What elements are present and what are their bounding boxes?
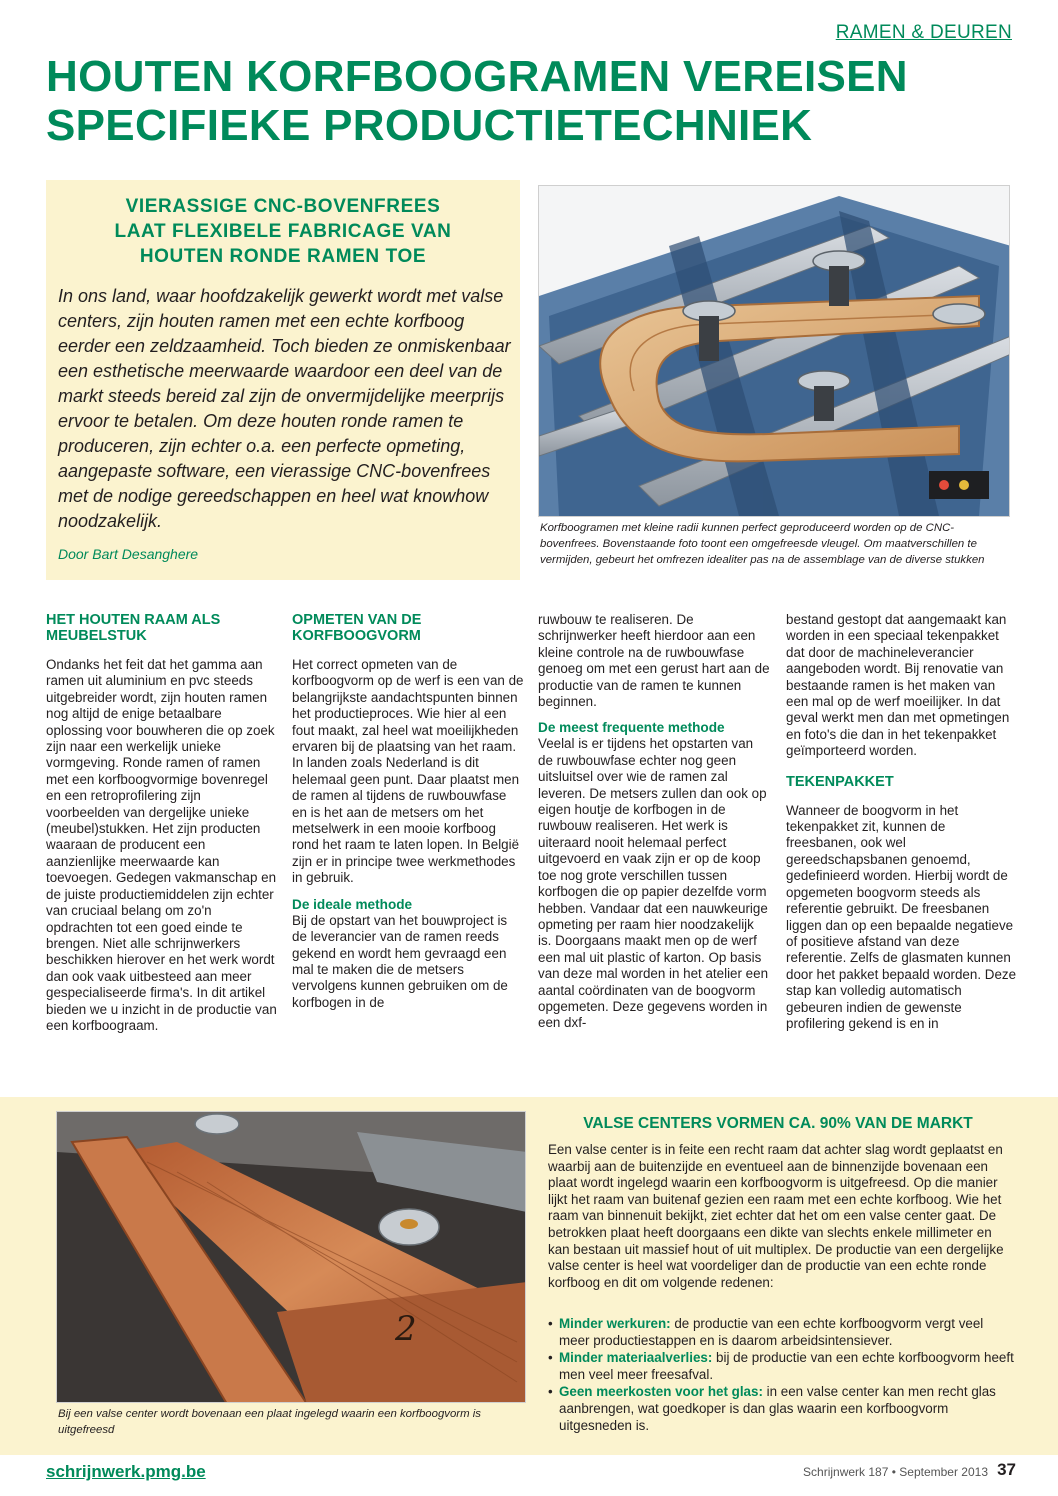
- photo-caption-top: Korfboogramen met kleine radii kunnen perfect geproduceerd worden op de CNC-bovenfrees. Bovenstaande foto toont een omgefreesde vleugel. Om maatverschillen te vermijden, gebeurt het omfrezen idealiter pas na de assemblage van de diverse stukken: [540, 522, 985, 566]
- column-2-subheading: De ideale methode: [292, 896, 413, 912]
- sidebar-title: VALSE CENTERS VORMEN CA. 90% VAN DE MARKT: [583, 1115, 973, 1132]
- footer-issue-info: Schrijnwerk 187 • September 2013: [803, 1465, 988, 1479]
- footer-website-link[interactable]: schrijnwerk.pmg.be: [46, 1462, 206, 1481]
- intro-subtitle: [60, 194, 506, 269]
- column-2-paragraph-1: Het correct opmeten van de korfboogvorm op de werf is een van de belangrijkste aandachtspunten binnen het productieproces. Wie hier al een fout maakt, zal heel wat moeilijkheden ervaren bij de plaatsing van het raam. In landen zoals Nederland is dit helemaal geen punt. Daar plaatst men de ramen al tijdens de ruwbouwfase en is het aan de metsers om het metselwerk in een mooie korfboog rond het raam te laten lopen. In België zijn er in principe twee werkmethodes in gebruik.: [292, 657, 524, 886]
- column-3-paragraph-2: Veelal is er tijdens het opstarten van de ruwbouwfase echter nog geen uitsluitsel over wie de ramen zal leveren. De metsers zullen dan ook op eigen houtje de korfbogen in de ruwbouw realiseren. Het werk is uiteraard nooit helemaal perfect uitgevoerd en vaak zijn er op de koop toe nog grote verschillen tussen korfbogen die op papier dezelfde vorm hebben. Vandaar dat een nauwkeurige opmeting per raam hier noodzakelijk is. Doorgaans maakt men op de werf een mal uit plastic of karton. Op basis van deze mal worden in het atelier een aantal coördinaten van de boogvorm opgemeten. Deze gegevens worden in een dxf-: [538, 736, 769, 1031]
- column-3-subheading: De meest frequente methode: [538, 720, 725, 736]
- column-3-paragraph-1: ruwbouw te realiseren. De schrijnwerker heeft hierdoor aan een kleine controle na de ruwbouwfase genoeg om met een gerust hart aan de productie van de ramen te kunnen beginnen.: [538, 612, 770, 710]
- bullet-text: in een valse center kan men recht glas aanbrengen, wat goedkoper is dan glas waarin een korfboogvorm uitgesneden is.: [559, 1384, 996, 1433]
- intro-lead-text: In ons land, waar hoofdzakelijk gewerkt wordt met valse centers, zijn houten ramen met een echte korfboog eerder een zeldzaamheid. Toch bieden ze onmiskenbaar een esthetische meerwaarde waardoor een deel van de markt steeds bereid zal zijn de onvermijdelijke meerprijs ervoor te betalen. Om deze houten ronde ramen te produceren, zijn echter o.a. een perfecte opmeting, aangepaste software, een vierassige CNC-bovenfrees met de nodige gereedschappen en heel wat knowhow noodzakelijk.: [58, 286, 511, 531]
- sidebar-bullet: [548, 1350, 1014, 1383]
- sidebar-paragraph: Een valse center is in feite een recht raam dat achter slag wordt geplaatst en waarbij aan de buitenzijde en eventueel aan de binnenzijde bovenaan een plaat wordt ingelegd waarin een korfboogvorm is uitgefreesd. Op die manier lijkt het raam van buitenaf gezien een raam met een echte korfboog. Wie het raam van binnenuit bekijkt, ziet echter dat het om een valse center gaat. De betrokken plaat heeft doorgaans een dikte van slechts enkele millimeter en kan bestaan uit massief hout of uit multiplex. De productie van een dergelijke valse center is heel wat voordeliger dan de productie van een echte ronde korfboog en dit om volgende redenen:: [548, 1142, 1004, 1290]
- photo-caption-bottom: Bij een valse center wordt bovenaan een plaat ingelegd waarin een korfboogvorm is uitgefreesd: [58, 1408, 481, 1436]
- cnc-router-illustration: [539, 186, 1010, 517]
- author-byline: Door Bart Desanghere: [58, 546, 199, 562]
- column-4: [786, 612, 1018, 1036]
- section-tag: RAMEN & DEUREN: [835, 22, 1012, 43]
- column-2: [292, 612, 524, 1015]
- headline-line-1: HOUTEN KORFBOOGRAMEN VEREISEN: [46, 52, 908, 101]
- bullet-text: de productie van een echte korfboogvorm vergt veel meer productiestappen en is daarom arbeidsintensiever.: [559, 1316, 984, 1348]
- column-4-paragraph-1: bestand gestopt dat aangemaakt kan worden in een speciaal tekenpakket dat door de machineleverancier aangeboden wordt. Bij renovatie van bestaande ramen is het maken van een mal op de werf moeilijker. In dat geval werkt men dan met opmetingen en foto's die dan in het tekenpakket geïmporteerd worden.: [786, 612, 1010, 759]
- intro-subtitle-line-1: VIERASSIGE CNC-BOVENFREES: [125, 196, 441, 217]
- bullet-label: Minder materiaalverlies:: [559, 1350, 713, 1366]
- handwritten-number: 2: [395, 1309, 417, 1349]
- intro-subtitle-line-3: HOUTEN RONDE RAMEN TOE: [139, 246, 427, 267]
- article-headline: [46, 52, 1036, 150]
- column-1-heading: HET HOUTEN RAAM ALS MEUBELSTUK: [46, 612, 221, 644]
- column-2-heading: OPMETEN VAN DE KORFBOOGVORM: [292, 612, 422, 644]
- sidebar-bullet-list: [548, 1316, 1014, 1435]
- bullet-label: Minder werkuren:: [559, 1316, 671, 1331]
- page-number: 37: [997, 1460, 1016, 1479]
- bullet-label: Geen meerkosten voor het glas:: [559, 1384, 763, 1400]
- column-4-heading: TEKENPAKKET: [786, 773, 894, 790]
- cnc-router-photo: [538, 185, 1010, 517]
- column-4-paragraph-2: Wanneer de boogvorm in het tekenpakket zit, kunnen de freesbanen, ook wel gereedschapsbanen genoemd, gedefinieerd worden. Hierbij wordt de opgemeten boogvorm steeds als referentie gebruikt. De freesbanen liggen dan op een bepaalde negatieve of positieve afstand van deze referentie. Zelfs de glasmaten kunnen door het pakket bepaald worden. Deze stap kan volledig automatisch gebeuren indien de gewenste profilering gekend is en in: [786, 802, 1017, 1031]
- valse-center-illustration: [57, 1112, 526, 1403]
- intro-box: [46, 180, 520, 580]
- sidebar-bullet: [548, 1316, 1014, 1349]
- headline-line-2: SPECIFIEKE PRODUCTIETECHNIEK: [46, 101, 813, 150]
- column-3: [538, 612, 770, 1036]
- bullet-text: bij de productie van een echte korfboogvorm heeft men veel meer freesafval.: [559, 1350, 1014, 1382]
- valse-center-photo: [56, 1111, 526, 1403]
- column-2-paragraph-2: Bij de opstart van het bouwproject is de leverancier van de ramen reeds gekend en wordt hem gevraagd een mal te maken die de metsers vervolgens kunnen gebruiken om de korfbogen in de: [292, 912, 508, 1010]
- sidebar-bullet: [548, 1384, 1014, 1434]
- intro-subtitle-line-2: LAAT FLEXIBELE FABRICAGE VAN: [114, 221, 452, 242]
- column-1-paragraph: Ondanks het feit dat het gamma aan ramen uit aluminium en pvc steeds uitgebreider wordt, zijn houten ramen nog altijd de enige betaalbare oplossing voor bouwheren die op zoek zijn naar een werkelijk unieke vormgeving. Ronde ramen of ramen met een korfboogvormige bovenregel en een retroprofilering zijn voorbeelden van dergelijke unieke (meubel)stukken. Het zijn producten waaraan de producent een aanzienlijke meerwaarde kan toevoegen. Gedegen vakmanschap en de juiste productiemiddelen zijn echter van cruciaal belang om zo'n opdrachten tot een goed einde te brengen. Niet alle schrijnwerkers beschikken hierover en het werk wordt dan ook vaak uitbesteed aan meer gespecialiseerde firma's. In dit artikel bieden we u inzicht in de productie van een korfboograam.: [46, 657, 277, 1033]
- column-1: [46, 612, 278, 1038]
